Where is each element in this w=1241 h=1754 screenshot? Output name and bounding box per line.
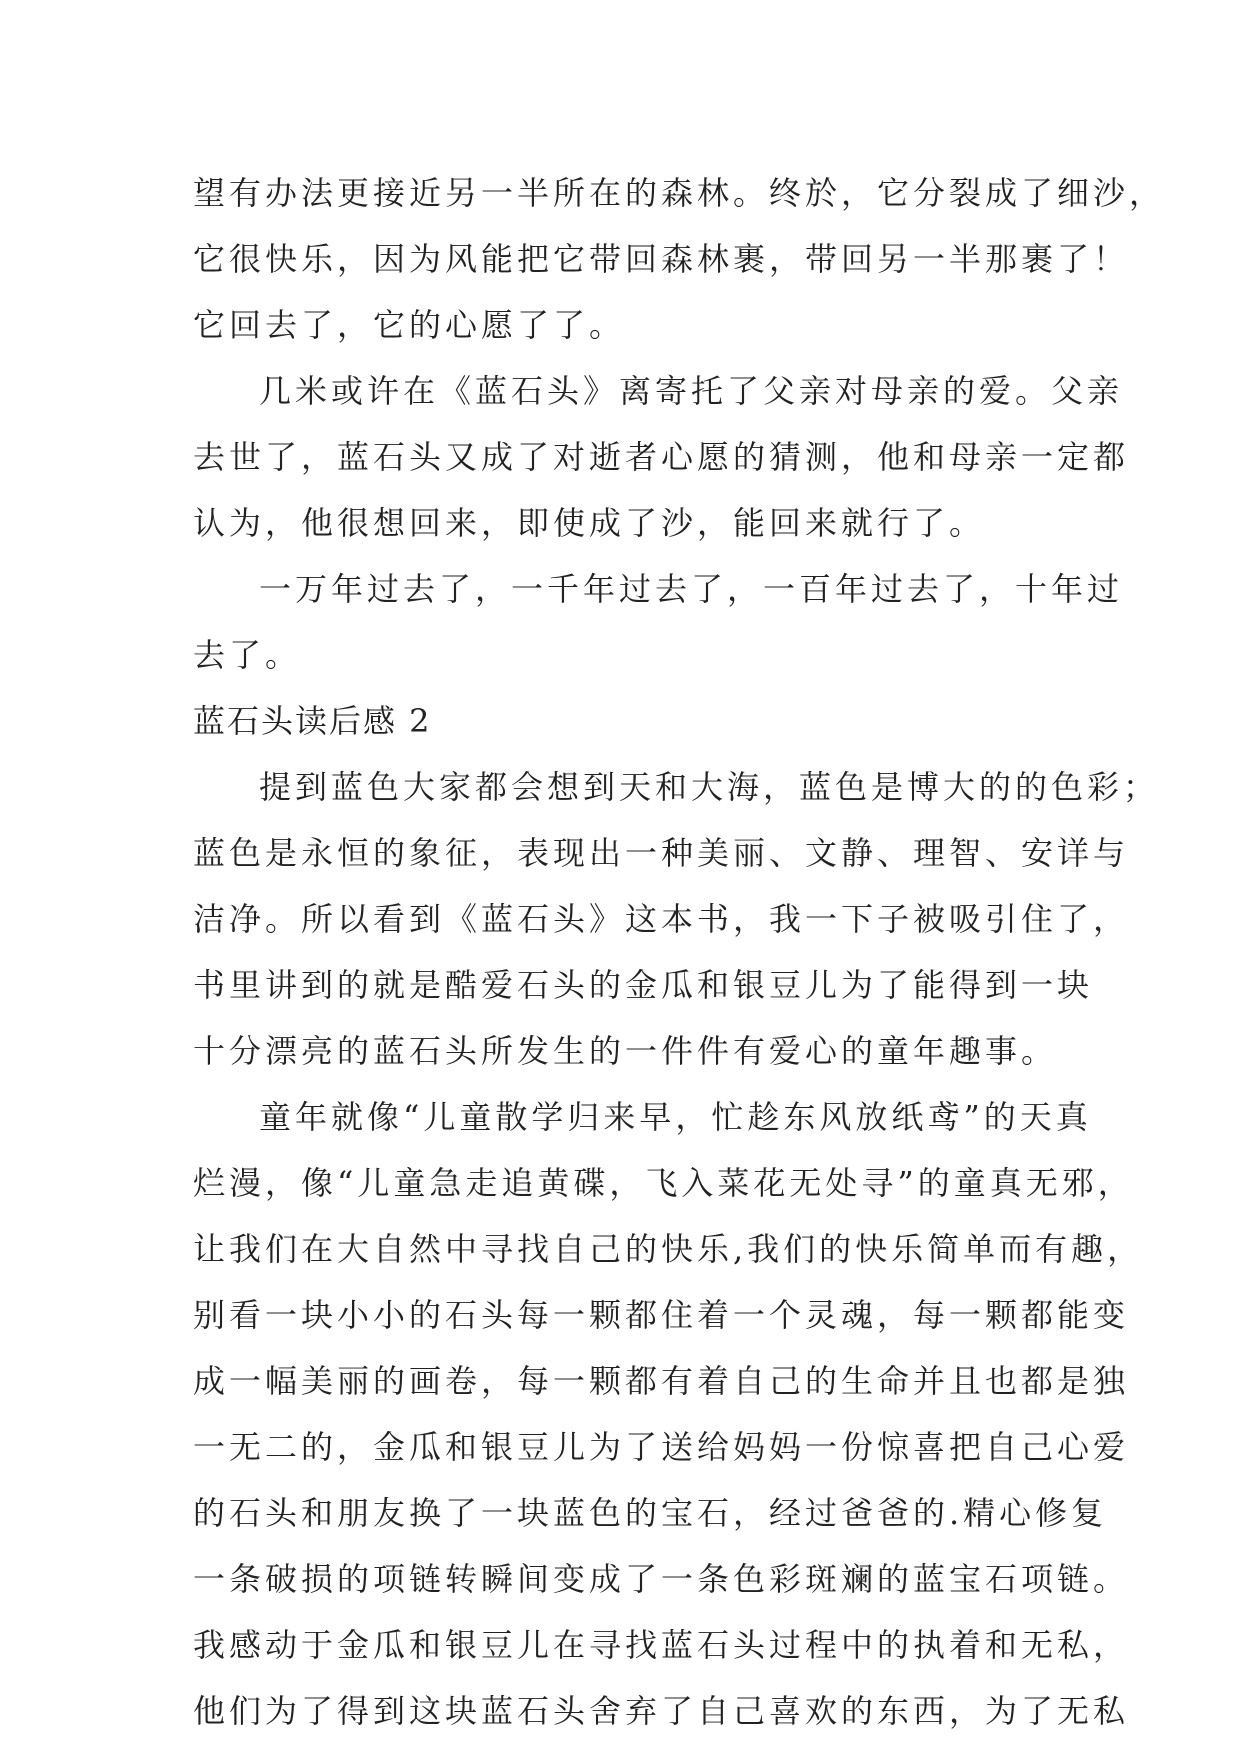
section-heading: 蓝石头读后感 2 — [193, 702, 432, 740]
text-line: 他们为了得到这块蓝石头舍弃了自己喜欢的东西，为了无私 — [193, 1692, 1130, 1730]
text-line: 烂漫，像“儿童急走追黄碟，飞入菜花无处寻”的童真无邪， — [193, 1164, 1134, 1202]
text-line: 一条破损的项链转瞬间变成了一条色彩斑斓的蓝宝石项链。 — [193, 1560, 1130, 1598]
text-line: 我感动于金瓜和银豆儿在寻找蓝石头过程中的执着和无私， — [193, 1626, 1130, 1664]
paragraph-start-line: 提到蓝色大家都会想到天和大海，蓝色是博大的的色彩； — [259, 768, 1160, 806]
text-line: 成一幅美丽的画卷，每一颗都有着自己的生命并且也都是独 — [193, 1362, 1130, 1400]
text-line: 去了。 — [193, 636, 302, 674]
text-line: 认为，他很想回来，即使成了沙，能回来就行了。 — [193, 504, 986, 542]
text-line: 它回去了，它的心愿了了。 — [193, 306, 626, 344]
document-body — [193, 160, 1166, 1744]
text-line: 的石头和朋友换了一块蓝色的宝石，经过爸爸的.精心修复 — [193, 1494, 1108, 1532]
paragraph-start-line: 一万年过去了，一千年过去了，一百年过去了，十年过 — [259, 570, 1124, 608]
text-line: 它很快乐，因为风能把它带回森林裹，带回另一半那裹了！ — [193, 240, 1130, 278]
text-line: 别看一块小小的石头每一颗都住着一个灵魂，每一颗都能变 — [193, 1296, 1130, 1334]
text-line: 蓝色是永恒的象征，表现出一种美丽、文静、理智、安详与 — [193, 834, 1130, 872]
text-line: 洁净。所以看到《蓝石头》这本书，我一下子被吸引住了， — [193, 900, 1130, 938]
paragraph-start-line: 几米或许在《蓝石头》离寄托了父亲对母亲的爱。父亲 — [259, 372, 1124, 410]
text-line: 望有办法更接近另一半所在的森林。终於，它分裂成了细沙， — [193, 174, 1166, 212]
text-line: 十分漂亮的蓝石头所发生的一件件有爱心的童年趣事。 — [193, 1032, 1058, 1070]
text-line: 一无二的，金瓜和银豆儿为了送给妈妈一份惊喜把自己心爱 — [193, 1428, 1130, 1466]
text-line: 书里讲到的就是酷爱石头的金瓜和银豆儿为了能得到一块 — [193, 966, 1094, 1004]
paragraph-start-line: 童年就像“儿童散学归来早，忙趁东风放纸鸢”的天真 — [259, 1098, 1092, 1136]
text-line: 让我们在大自然中寻找自己的快乐,我们的快乐简单而有趣， — [193, 1230, 1144, 1268]
text-line: 去世了，蓝石头又成了对逝者心愿的猜测，他和母亲一定都 — [193, 438, 1130, 476]
